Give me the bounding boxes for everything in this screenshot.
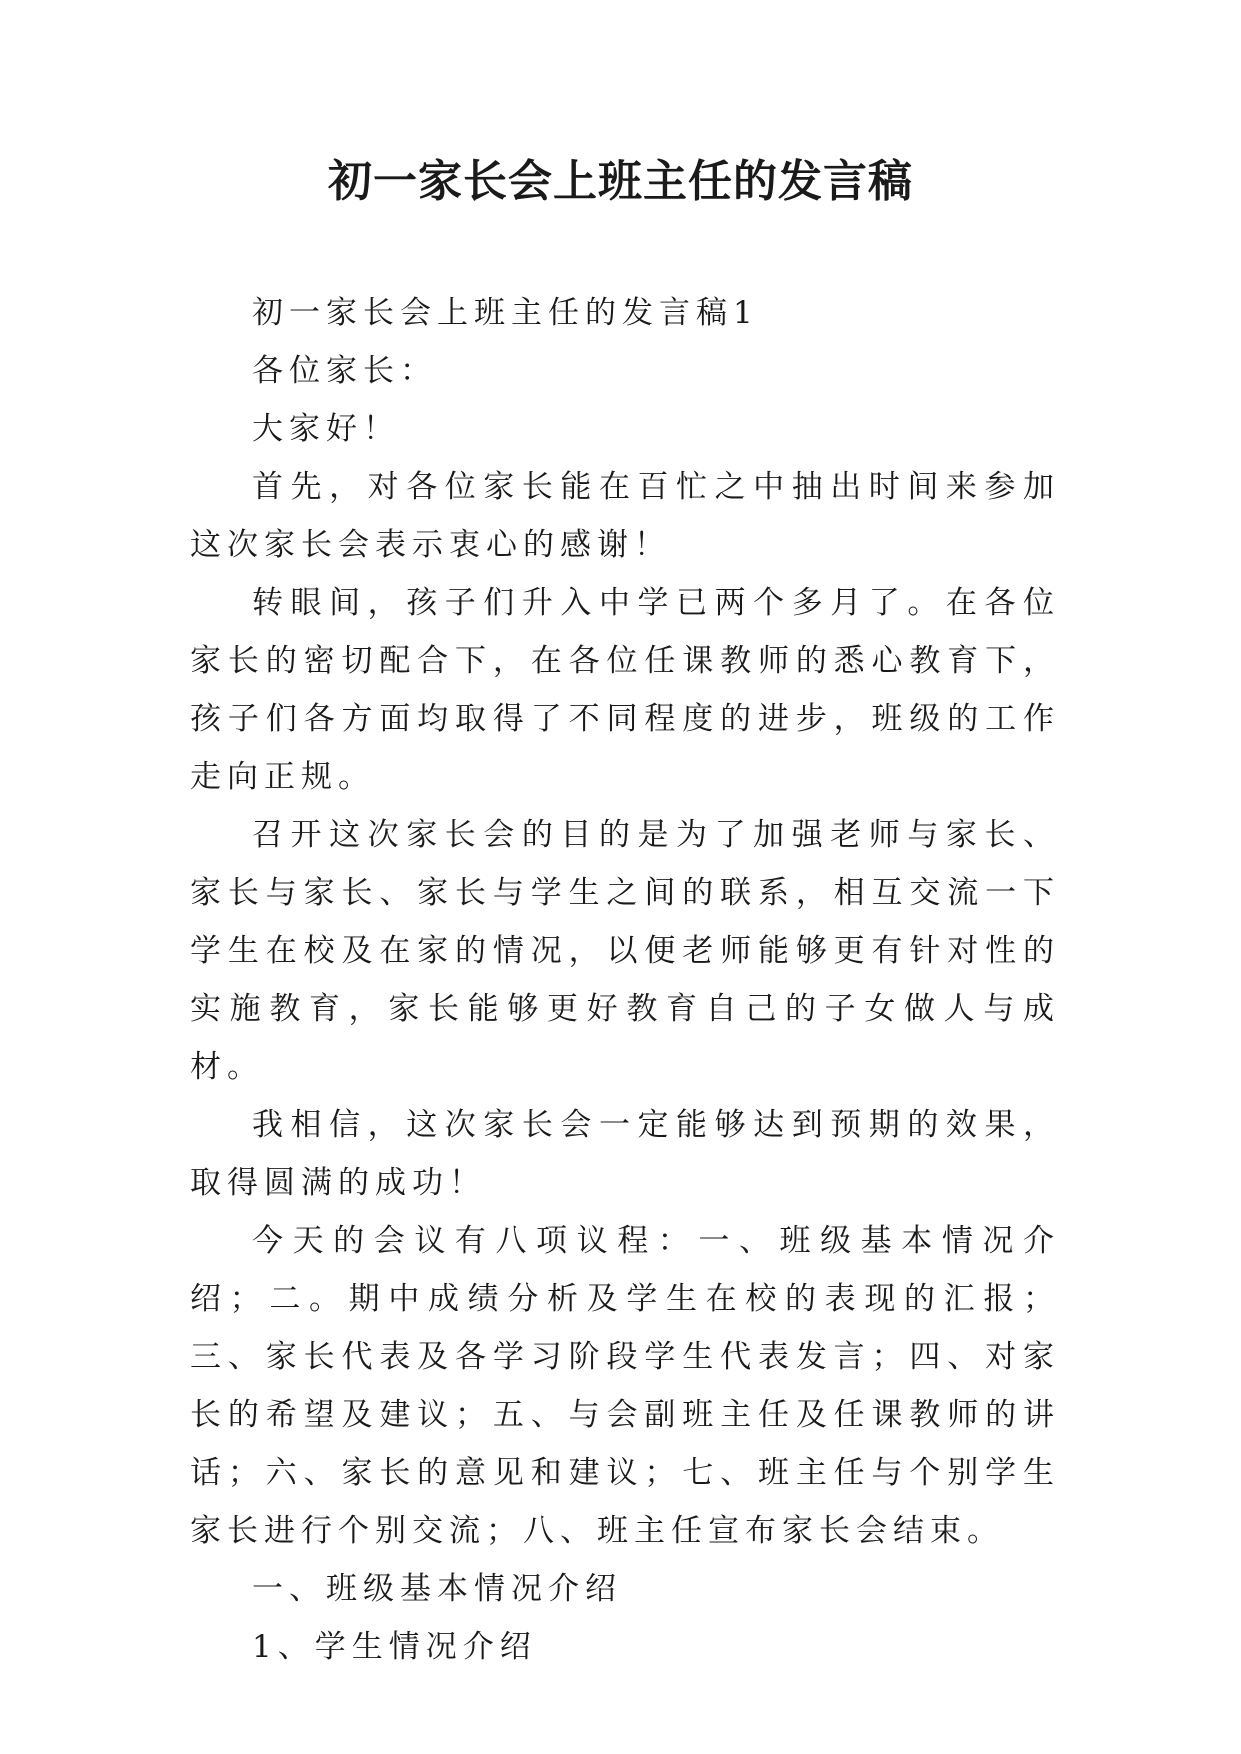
paragraph-confidence: 我相信，这次家长会一定能够达到预期的效果，取得圆满的成功！	[190, 1107, 1060, 1201]
section-heading-class-intro: 一、班级基本情况介绍	[252, 1571, 622, 1607]
paragraph-agenda: 今天的会议有八项议程：一、班级基本情况介绍；二。期中成绩分析及学生在校的表现的汇报；三、家长代表及各学习阶段学生代表发言；四、对家长的希望及建议；五、与会副班主任及任课教师的讲话；六、家长的意见和建议；七、班主任与个别学生家长进行个别交流；八、班主任宣布家长会结束。	[190, 1223, 1060, 1549]
paragraph-progress: 转眼间，孩子们升入中学已两个多月了。在各位家长的密切配合下，在各位任课教师的悉心教育下，孩子们各方面均取得了不同程度的进步，班级的工作走向正规。	[190, 585, 1060, 795]
document-body	[190, 284, 1060, 1676]
document-title: 初一家长会上班主任的发言稿	[328, 156, 913, 207]
salutation: 各位家长：	[252, 353, 437, 389]
paragraph-purpose: 召开这次家长会的目的是为了加强老师与家长、家长与家长、家长与学生之间的联系，相互交流一下学生在校及在家的情况，以便老师能够更有针对性的实施教育，家长能够更好教育自己的子女做人与成材。	[190, 817, 1060, 1085]
speech-heading: 初一家长会上班主任的发言稿1	[252, 295, 759, 331]
paragraph-thanks: 首先，对各位家长能在百忙之中抽出时间来参加这次家长会表示衷心的感谢！	[190, 469, 1060, 563]
subsection-heading-students: 1、学生情况介绍	[252, 1629, 537, 1665]
greeting: 大家好！	[252, 411, 400, 447]
